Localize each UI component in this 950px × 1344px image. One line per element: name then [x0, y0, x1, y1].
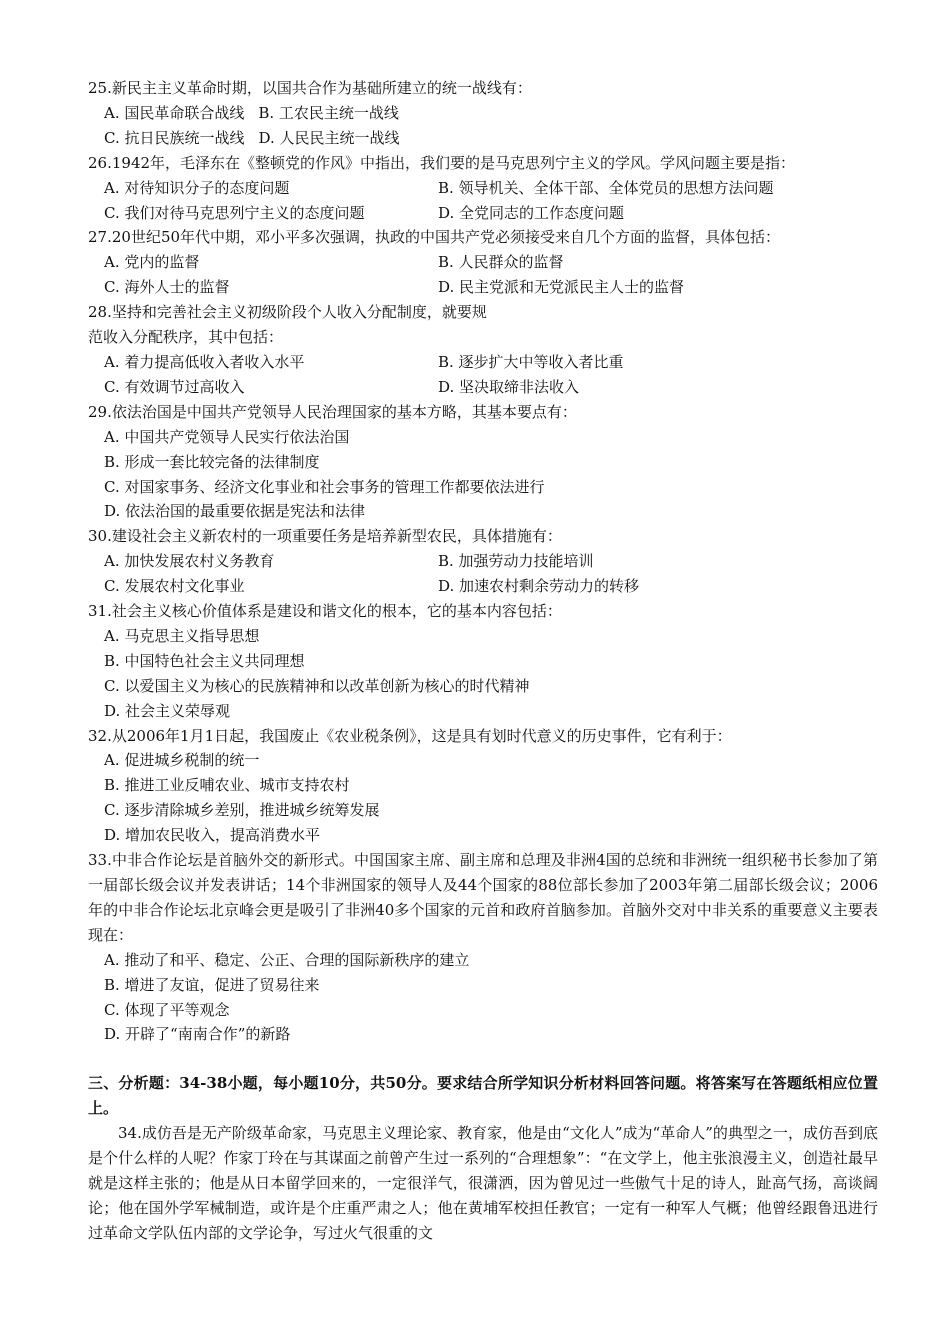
question-30-options-row-2 — [88, 574, 878, 599]
question-28-options-row-2 — [88, 375, 878, 400]
section-3-title: 三、分析题：34-38小题，每小题10分，共50分。要求结合所学知识分析材料回答问题。将答案写在答题纸相应位置上。 — [88, 1074, 878, 1118]
question-33-option-d: D. 开辟了“南南合作”的新路 — [104, 1025, 291, 1044]
question-33-stem: 33.中非合作论坛是首脑外交的新形式。中国国家主席、副主席和总理及非洲4国的总统和非洲统一组织秘书长参加了第一届部长级会议并发表讲话；14个非洲国家的领导人及44个国家的88位部长参加了2003年第二届部长级会议；2006年的中非合作论坛北京峰会更是吸引了非洲40多个国家的元首和政府首脑参加。首脑外交对中非关系的重要意义主要表现在： — [88, 851, 878, 944]
question-29-option-a: A. 中国共产党领导人民实行依法治国 — [104, 427, 350, 446]
question-30-option-d: D. 加速农村剩余劳动力的转移 — [438, 577, 640, 596]
question-31-option-a: A. 马克思主义指导思想 — [104, 626, 260, 645]
question-28-option-b: B. 逐步扩大中等收入者比重 — [438, 352, 624, 371]
question-25-option-c: C. 抗日民族统一战线 — [104, 128, 245, 147]
question-25-option-a: A. 国民革命联合战线 — [104, 103, 245, 122]
question-31-option-c: C. 以爱国主义为核心的民族精神和以改革创新为核心的时代精神 — [104, 676, 530, 695]
question-26-option-b: B. 领导机关、全体干部、全体党员的思想方法问题 — [438, 178, 774, 197]
question-31-option-b: B. 中国特色社会主义共同理想 — [104, 651, 305, 670]
question-31-option-d: D. 社会主义荣辱观 — [104, 701, 231, 720]
question-30-option-a: A. 加快发展农村义务教育 — [104, 552, 275, 571]
question-32-option-b: B. 推进工业反哺农业、城市支持农村 — [104, 776, 350, 795]
question-26-option-d: D. 全党同志的工作态度问题 — [438, 203, 625, 222]
question-28-options-row-1 — [88, 350, 878, 375]
question-32-option-c: C. 逐步清除城乡差别，推进城乡统筹发展 — [104, 801, 380, 820]
question-25-options-row-2 — [88, 126, 878, 151]
question-27-option-b: B. 人民群众的监督 — [438, 253, 564, 272]
exam-page — [88, 76, 878, 1246]
question-32-stem: 32.从2006年1月1日起，我国废止《农业税条例》，这是具有划时代意义的历史事件，它有利于： — [88, 726, 732, 745]
question-25-option-b: B. 工农民主统一战线 — [258, 103, 399, 122]
question-30-option-c: C. 发展农村文化事业 — [104, 577, 245, 596]
question-33-option-c: C. 体现了平等观念 — [104, 1000, 230, 1019]
question-30-stem: 30.建设社会主义新农村的一项重要任务是培养新型农民，具体措施有： — [88, 527, 562, 546]
question-25-options-row-1 — [88, 101, 878, 126]
question-26-options-row-1 — [88, 176, 878, 201]
question-28-option-a: A. 着力提高低收入者收入水平 — [104, 352, 305, 371]
question-29-option-b: B. 形成一套比较完备的法律制度 — [104, 452, 320, 471]
question-26-option-c: C. 我们对待马克思列宁主义的态度问题 — [104, 203, 365, 222]
question-27-option-c: C. 海外人士的监督 — [104, 278, 230, 297]
question-26-stem: 26.1942年，毛泽东在《整顿党的作风》中指出，我们要的是马克思列宁主义的学风。学风问题主要是指： — [88, 153, 796, 172]
question-27-option-a: A. 党内的监督 — [104, 253, 200, 272]
question-27-stem: 27.20世纪50年代中期，邓小平多次强调，执政的中国共产党必须接受来自几个方面的监督，具体包括： — [88, 228, 781, 247]
question-27-options-row-1 — [88, 250, 878, 275]
question-29-stem: 29.依法治国是中国共产党领导人民治理国家的基本方略，其基本要点有： — [88, 402, 577, 421]
question-32-option-d: D. 增加农民收入，提高消费水平 — [104, 826, 321, 845]
question-30-option-b: B. 加强劳动力技能培训 — [438, 552, 594, 571]
question-28-option-c: C. 有效调节过高收入 — [104, 377, 245, 396]
question-25-stem: 25.新民主主义革命时期，以国共合作为基础所建立的统一战线有： — [88, 79, 532, 97]
question-26-option-a: A. 对待知识分子的态度问题 — [104, 178, 290, 197]
question-27-option-d: D. 民主党派和无党派民主人士的监督 — [438, 278, 685, 297]
question-30-options-row-1 — [88, 549, 878, 574]
question-33-option-b: B. 增进了友谊，促进了贸易往来 — [104, 975, 320, 994]
question-25-option-d: D. 人民民主统一战线 — [258, 128, 400, 147]
question-26-options-row-2 — [88, 201, 878, 226]
question-28-stem-line-2: 范收入分配秩序，其中包括： — [88, 328, 284, 347]
question-29-option-d: D. 依法治国的最重要依据是宪法和法律 — [104, 502, 366, 521]
question-31-stem: 31.社会主义核心价值体系是建设和谐文化的根本，它的基本内容包括： — [88, 602, 562, 621]
question-34-material: 34.成仿吾是无产阶级革命家，马克思主义理论家、教育家，他是由“文化人”成为“革命人”的典型之一，成仿吾到底是个什么样的人呢？作家丁玲在与其谋面之前曾产生过一系列的“合理想象”：“在文学上，他主张浪漫主义，创造社最早就是这样主张的；他是从日本留学回来的，一定很洋气，很潇洒，因为曾见过一些傲气十足的诗人，趾高气扬，高谈阔论；他在国外学军械制造，或许是个庄重严肃之人；他在黄埔军校担任教官；一定有一种军人气概；他曾经跟鲁迅进行过革命文学队伍内部的文学论争，写过火气很重的文 — [88, 1124, 878, 1242]
question-27-options-row-2 — [88, 275, 878, 300]
question-32-option-a: A. 促进城乡税制的统一 — [104, 751, 260, 770]
question-28-stem-line-1: 28.坚持和完善社会主义初级阶段个人收入分配制度，就要规 — [88, 303, 487, 322]
question-28-option-d: D. 坚决取缔非法收入 — [438, 377, 580, 396]
question-29-option-c: C. 对国家事务、经济文化事业和社会事务的管理工作都要依法进行 — [104, 477, 545, 496]
question-33-option-a: A. 推动了和平、稳定、公正、合理的国际新秩序的建立 — [104, 950, 470, 969]
